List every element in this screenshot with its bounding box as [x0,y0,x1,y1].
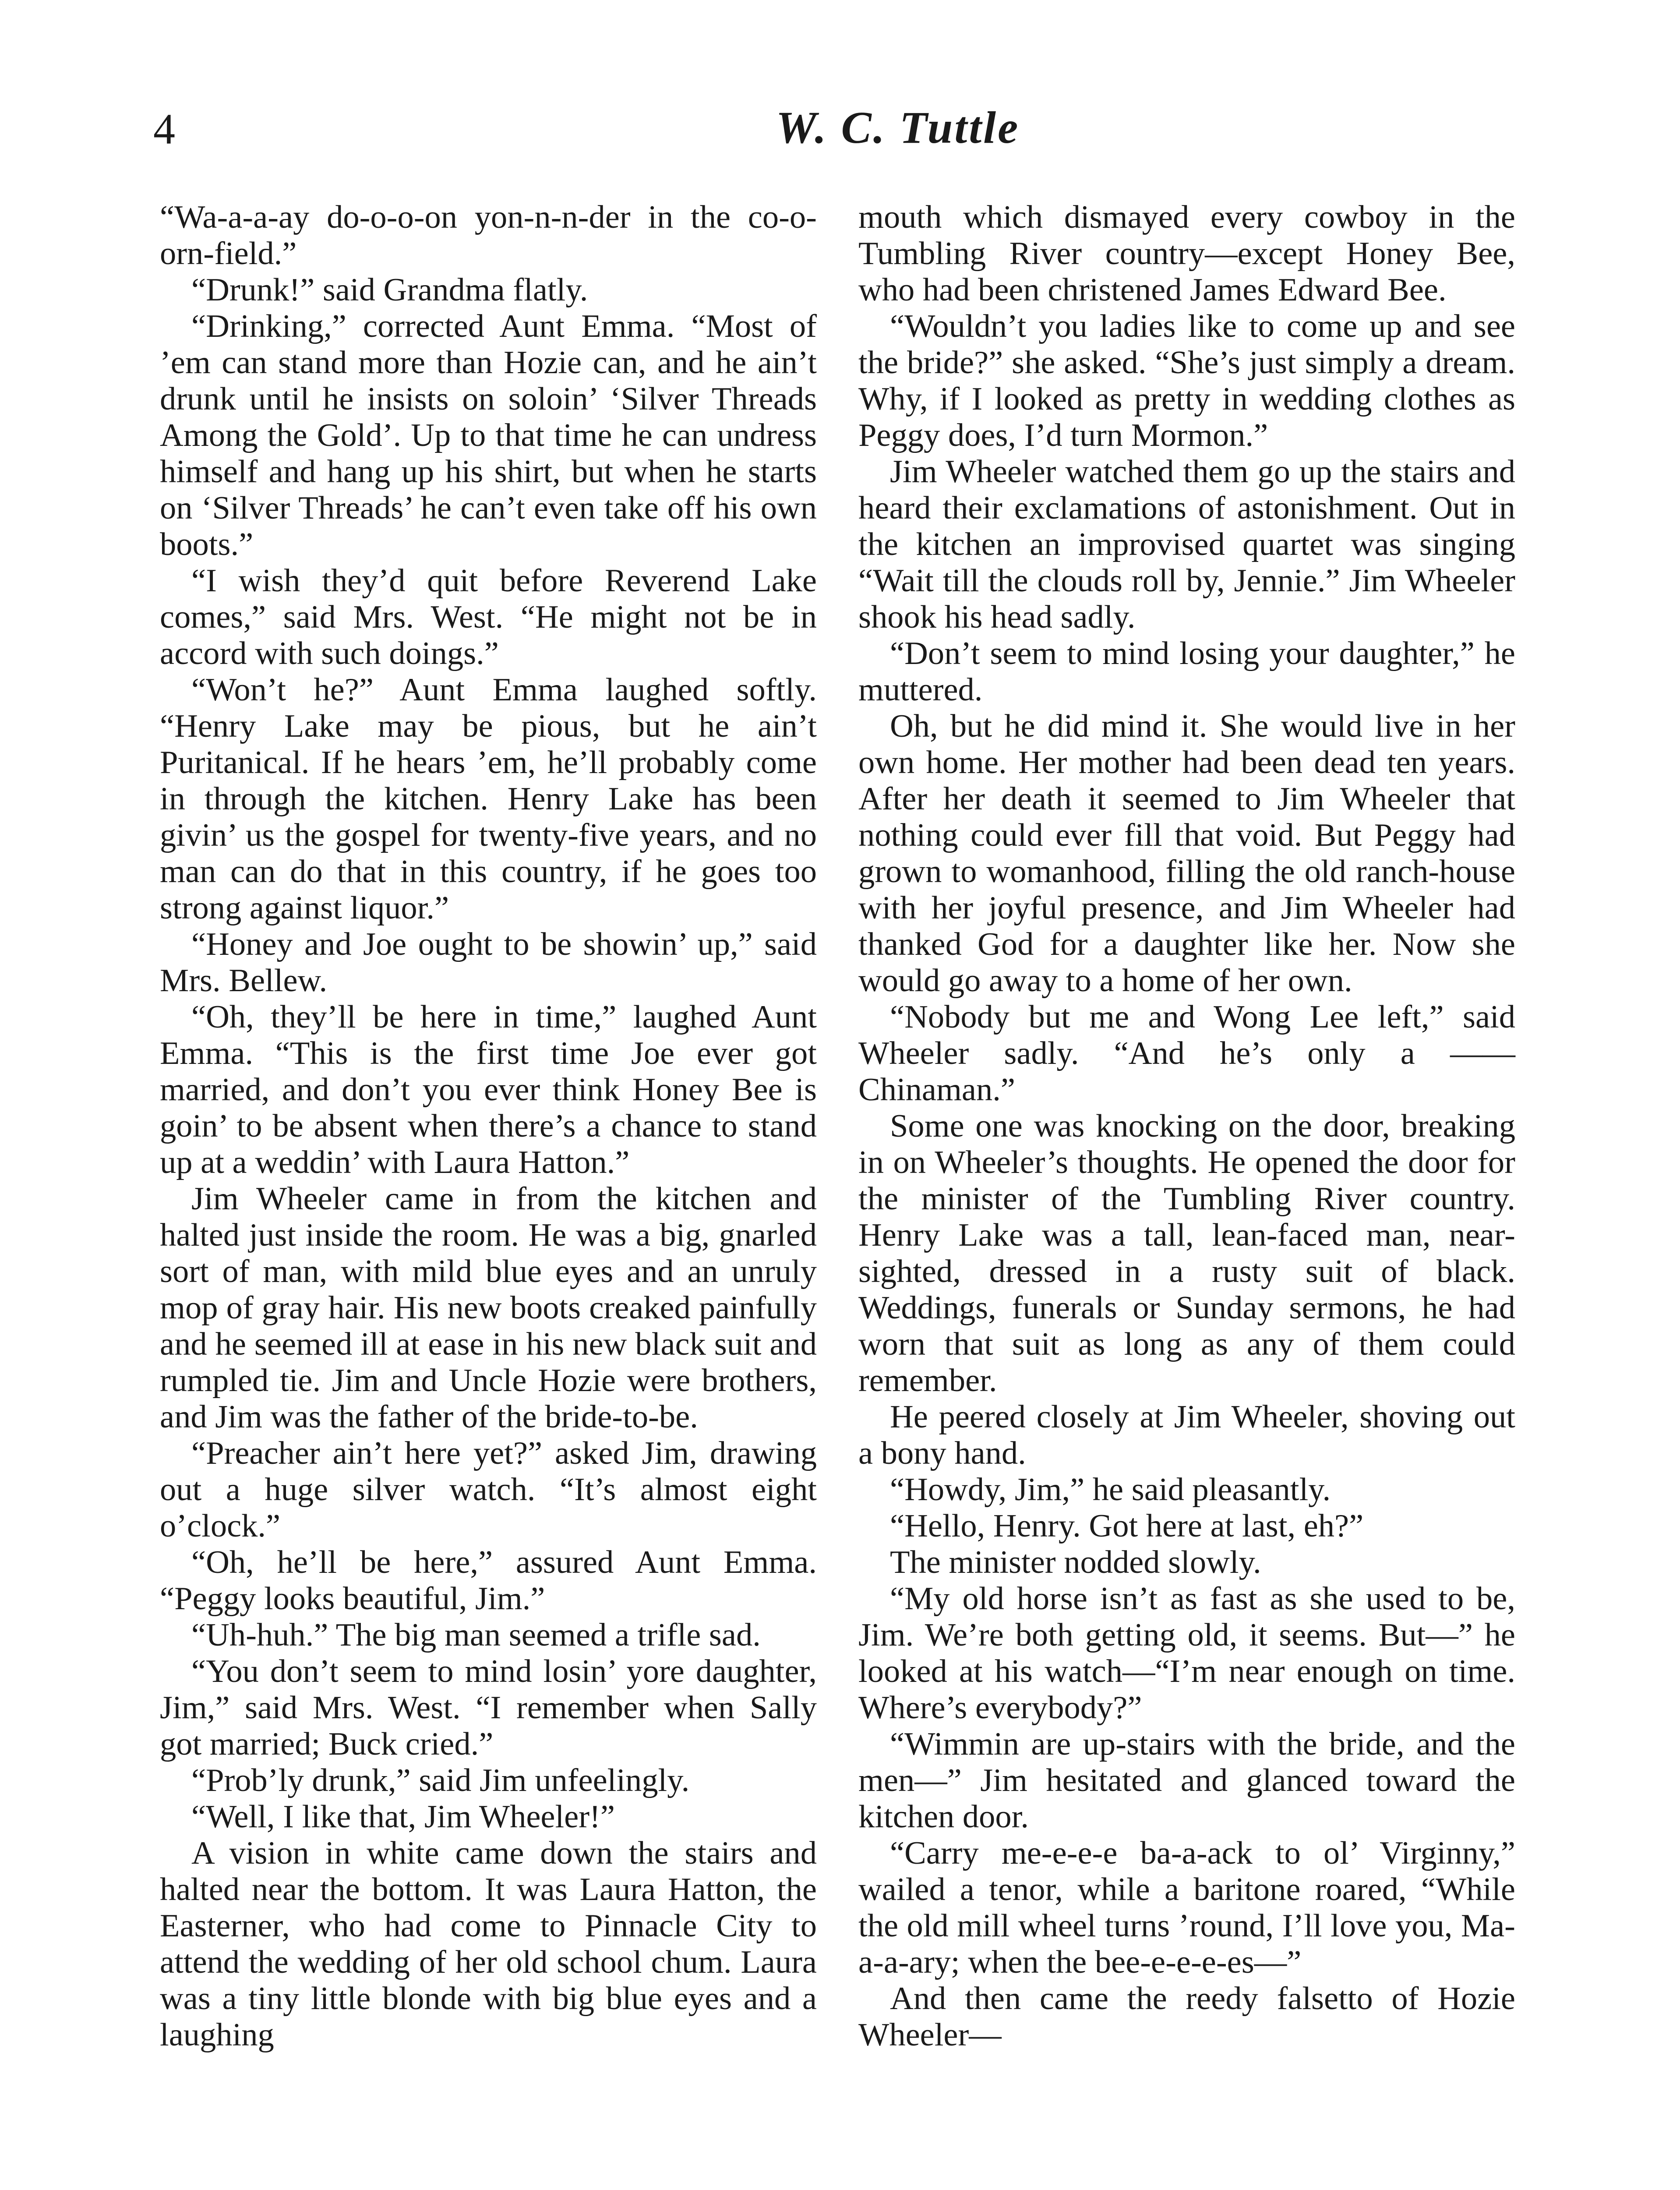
paragraph: “My old horse isn’t as fast as she used to be, Jim. We’re both getting old, it seems. But—” he looked at his watch—“I’m near enough on time. Where’s everybody?” [858,1581,1515,1726]
paragraph: “Prob’ly drunk,” said Jim unfeelingly. [191,1763,690,1798]
paragraph: Jim Wheeler came in from the kitchen and halted just inside the room. He was a big, gnarled sort of man, with mild blue eyes and an unruly mop of gray hair. His new boots creaked painfully and he seemed ill at ease in his new black suit and rumpled tie. Jim and Uncle Hozie were brothers, and Jim was the father of the bride-to-be. [160,1181,817,1435]
paragraph: mouth which dismayed every cowboy in the Tumbling River country—except Honey Bee, who had been christened James Edward Bee. [858,199,1515,308]
paragraph: “Drinking,” corrected Aunt Emma. “Most of ’em can stand more than Hozie can, and he ain’t drunk until he insists on soloin’ ‘Silver Threads Among the Gold’. Up to that time he can undress himself and hang up his shirt, but when he starts on ‘Silver Threads’ he can’t even take off his own boots.” [160,308,817,562]
paragraph: “Oh, he’ll be here,” assured Aunt Emma. “Peggy looks beautiful, Jim.” [160,1544,817,1617]
paragraph: “Carry me-e-e-e ba-a-ack to ol’ Virginny,” wailed a tenor, while a baritone roared, “While the old mill wheel turns ’round, I’ll love you, Ma-a-a-ary; when the bee-e-e-e-es—” [858,1835,1515,1980]
running-title: W. C. Tuttle [776,102,1020,153]
paragraph: “Wimmin are up-stairs with the bride, and the men—” Jim hesitated and glanced toward the kitchen door. [858,1726,1515,1835]
paragraph: Some one was knocking on the door, breaking in on Wheeler’s thoughts. He opened the door for the minister of the Tumbling River country. Henry Lake was a tall, lean-faced man, near-sighted, dressed in a rusty suit of black. Weddings, funerals or Sunday sermons, he had worn that suit as long as any of them could remember. [858,1108,1515,1399]
paragraph: The minister nodded slowly. [890,1544,1261,1580]
paragraph: “Preacher ain’t here yet?” asked Jim, drawing out a huge silver watch. “It’s almost eight o’clock.” [160,1435,817,1544]
paragraph: And then came the reedy falsetto of Hozie Wheeler— [858,1981,1515,2053]
paragraph: “You don’t seem to mind losin’ yore daughter, Jim,” said Mrs. West. “I remember when Sally got married; Buck cried.” [160,1653,817,1762]
paragraph: “Wa-a-a-ay do-o-o-on yon-n-n-der in the co-o-orn-field.” [160,199,817,272]
paragraph: “Howdy, Jim,” he said pleasantly. [890,1472,1331,1508]
paragraph: Jim Wheeler watched them go up the stairs and heard their exclamations of astonishment. Out in the kitchen an improvised quartet was singing “Wait till the clouds roll by, Jennie.” Jim Wheeler shook his head sadly. [858,454,1515,635]
paragraph: Oh, but he did mind it. She would live in her own home. Her mother had been dead ten years. After her death it seemed to Jim Wheeler that nothing could ever fill that void. But Peggy had grown to womanhood, filling the old ranch-house with her joyful presence, and Jim Wheeler had thanked God for a daughter like her. Now she would go away to a home of her own. [858,708,1515,999]
paragraph: A vision in white came down the stairs and halted near the bottom. It was Laura Hatton, the Easterner, who had come to Pinnacle City to attend the wedding of her old school chum. Laura was a tiny little blonde with big blue eyes and a laughing [160,1835,817,2053]
paragraph: “Nobody but me and Wong Lee left,” said Wheeler sadly. “And he’s only a —— Chinaman.” [858,999,1515,1108]
paragraph: “Wouldn’t you ladies like to come up and see the bride?” she asked. “She’s just simply a dream. Why, if I looked as pretty in wedding clothes as Peggy does, I’d turn Mormon.” [858,308,1515,453]
paragraph: “Oh, they’ll be here in time,” laughed Aunt Emma. “This is the first time Joe ever got married, and don’t you ever think Honey Bee is goin’ to be absent when there’s a chance to stand up at a weddin’ with Laura Hatton.” [160,999,817,1180]
paragraph: “I wish they’d quit before Reverend Lake comes,” said Mrs. West. “He might not be in accord with such doings.” [160,563,817,671]
paragraph: He peered closely at Jim Wheeler, shoving out a bony hand. [858,1399,1515,1471]
paragraph: “Won’t he?” Aunt Emma laughed softly. “Henry Lake may be pious, but he ain’t Puritanical. If he hears ’em, he’ll probably come in through the kitchen. Henry Lake has been givin’ us the gospel for twenty-five years, and no man can do that in this country, if he goes too strong against liquor.” [160,672,817,926]
page-number: 4 [153,105,175,153]
paragraph: “Uh-huh.” The big man seemed a trifle sad. [191,1617,761,1653]
left-text-column [160,199,817,2053]
paragraph: “Well, I like that, Jim Wheeler!” [191,1799,615,1835]
right-text-column [858,199,1515,2053]
paragraph: “Hello, Henry. Got here at last, eh?” [890,1508,1364,1544]
paragraph: “Drunk!” said Grandma flatly. [191,272,588,308]
paragraph: “Honey and Joe ought to be showin’ up,” said Mrs. Bellew. [160,926,817,999]
paragraph: “Don’t seem to mind losing your daughter,” he muttered. [858,636,1515,708]
